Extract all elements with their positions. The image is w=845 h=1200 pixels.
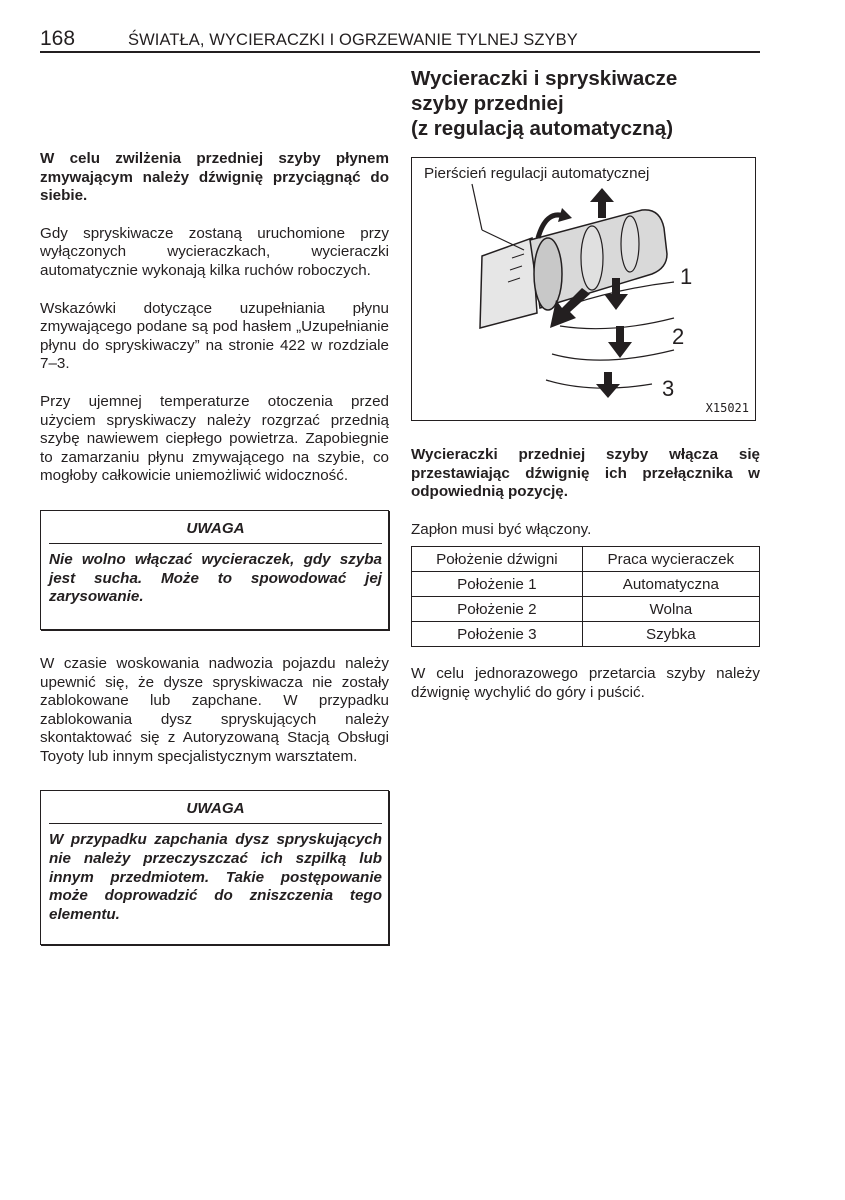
single-wipe-note: W celu jednorazowego przetarcia szyby należy dźwignię wychylić do góry i puścić.	[411, 665, 760, 701]
position-label-3: 3	[662, 376, 675, 401]
table-row	[412, 622, 760, 647]
heading-line: szyby przedniej	[411, 92, 564, 115]
heading-line: (z regulacją automatyczną)	[411, 117, 674, 140]
warning-text: Nie wolno włączać wycieraczek, gdy szyba jest sucha. Może to spowodować jej zarysowanie.	[49, 550, 382, 606]
washer-paragraph-3: Przy ujemnej temperaturze otoczenia przed użyciem spryskiwaczy należy rozgrzać przednią szybę nawiewem ciepłego powietrza. Zapobiegnie to zamarzaniu płynu zmywającego na szybie, co mogłoby całkowicie uniemożliwić widoczność.	[40, 392, 389, 485]
table-cell: Położenie 2	[412, 597, 583, 622]
warning-box-2	[40, 790, 389, 945]
figure-caption: Pierścień regulacji automatycznej	[424, 165, 650, 182]
wiper-position-table	[411, 546, 760, 647]
table-cell: Automatyczna	[582, 572, 759, 597]
warning-divider	[49, 823, 382, 824]
table-cell: Wolna	[582, 597, 759, 622]
warning-divider	[49, 543, 382, 544]
waxing-paragraph: W czasie woskowania nadwozia pojazdu należy upewnić się, że dysze spryskiwacza nie zostały zablokowane lub zapchane. W przypadku zablokowania dysz spryskujących należy skontaktować się z Autoryzowaną Stacją Obsługi Toyoty lub innym specjalistycznym warsztatem.	[40, 654, 389, 765]
ignition-note: Zapłon musi być włączony.	[411, 520, 592, 538]
table-header-cell: Praca wycieraczek	[582, 547, 759, 572]
page-number: 168	[40, 27, 76, 50]
wiper-instruction: Wycieraczki przedniej szyby włącza się przestawiając dźwignię ich przełącznika w odpowiednią pozycję.	[411, 446, 760, 501]
wiper-lever-illustration	[411, 157, 756, 421]
warning-title: UWAGA	[186, 519, 245, 537]
washer-paragraph-2: Wskazówki dotyczące uzupełniania płynu zmywającego podane są pod hasłem „Uzupełnianie płynu do spryskiwaczy” na stronie 422 w rozdziale 7–3.	[40, 299, 389, 373]
table-header-row	[412, 547, 760, 572]
figure-code: X15021	[705, 401, 749, 415]
section-heading	[411, 66, 760, 141]
washer-paragraph-1: Gdy spryskiwacze zostaną uruchomione przy wyłączonych wycieraczkach, wycieraczki automatycznie wykonają kilka ruchów roboczych.	[40, 224, 389, 279]
table-cell: Położenie 3	[412, 622, 583, 647]
heading-line: Wycieraczki i spryskiwacze	[411, 67, 678, 90]
section-title: ŚWIATŁA, WYCIERACZKI I OGRZEWANIE TYLNEJ SZYBY	[128, 31, 578, 49]
table-row	[412, 597, 760, 622]
table-header-cell: Położenie dźwigni	[412, 547, 583, 572]
washer-intro: W celu zwilżenia przedniej szyby płynem zmywającym należy dźwignię przyciągnąć do siebie.	[40, 150, 389, 205]
header-rule	[40, 51, 760, 53]
right-column	[411, 66, 760, 703]
wiper-lever-drawing	[412, 158, 756, 421]
left-column	[40, 150, 389, 945]
table-row	[412, 572, 760, 597]
table-cell: Szybka	[582, 622, 759, 647]
table-cell: Położenie 1	[412, 572, 583, 597]
position-label-2: 2	[672, 324, 685, 349]
warning-title: UWAGA	[186, 800, 245, 818]
position-label-1: 1	[680, 264, 693, 289]
warning-box-1	[40, 510, 389, 630]
warning-text: W przypadku zapchania dysz spryskujących nie należy przeczyszczać ich szpilką lub innym przedmiotem. Takie postępowanie może doprowadzić do zniszczenia tego elementu.	[49, 831, 382, 923]
